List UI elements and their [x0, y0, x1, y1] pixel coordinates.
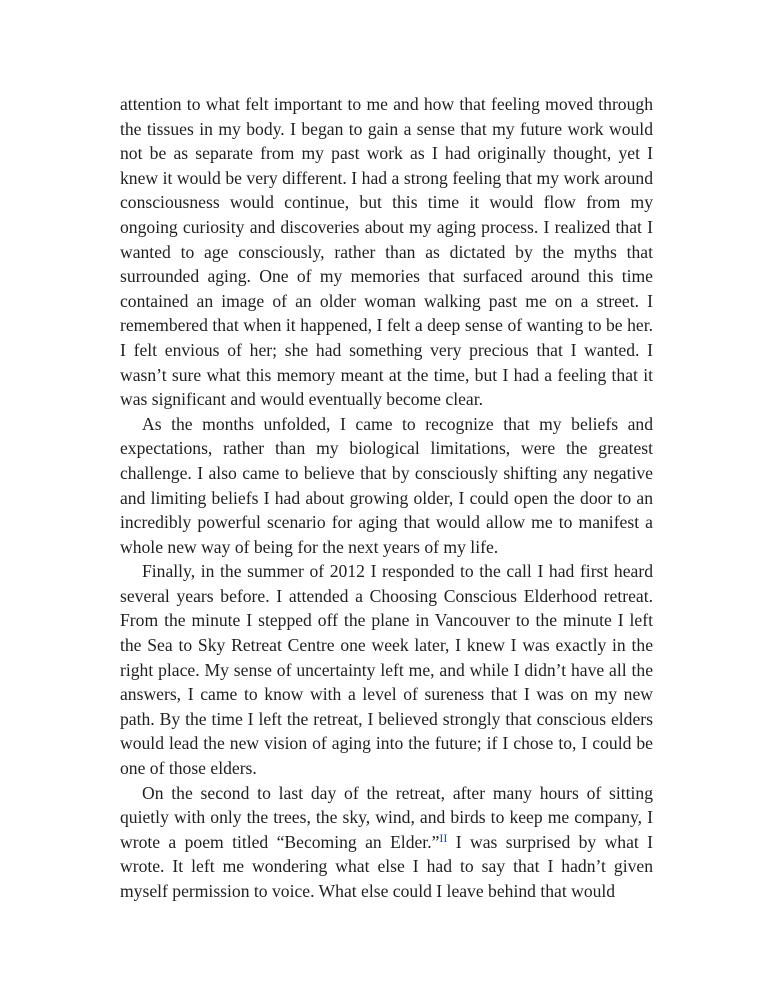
paragraph-2: As the months unfolded, I came to recognize that my beliefs and expectations, rather than my biological limitations, were the greatest challenge. I also came to believe that by consciously shifting any negative and limiting beliefs I had about growing older, I could open the door to an incredibly powerful scenario for aging that would allow me to manifest a whole new way of being for the next years of my life. — [120, 413, 653, 557]
book-page-text — [120, 92, 653, 904]
paragraph-3: Finally, in the summer of 2012 I responded to the call I had first heard several years before. I attended a Choosing Conscious Elderhood retreat. From the minute I stepped off the plane in Vancouver to the minute I left the Sea to Sky Retreat Centre one week later, I knew I was exactly in the right place. My sense of uncertainty left me, and while I didn’t have all the answers, I came to know with a level of sureness that I was on my new path. By the time I left the retreat, I believed strongly that conscious elders would lead the new vision of aging into the future; if I chose to, I could be one of those elders. — [120, 561, 653, 779]
paragraph-1: attention to what felt important to me and how that feeling moved through the tissues in my body. I began to gain a sense that my future work would not be as separate from my past work as I had originally thought, yet I knew it would be very different. I had a strong feeling that my work around consciousness would continue, but this time it would flow from my ongoing curiosity and discoveries about my aging process. I realized that I wanted to age consciously, rather than as dictated by the myths that surrounded aging. One of my memories that surfaced around this time contained an image of an older woman walking past me on a street. I remembered that when it happened, I felt a deep sense of wanting to be her. I felt envious of her; she had something very precious that I wanted. I wasn’t sure what this memory meant at the time, but I had a feeling that it was significant and would eventually become clear. — [120, 94, 653, 410]
paragraph-4 — [120, 781, 653, 904]
footnote-reference-link[interactable]: II — [439, 830, 448, 845]
paragraph-4-text-before: On the second to last day of the retreat, after many hours of sitting quietly with only the trees, the sky, wind, and birds to keep me company, I wrote a poem titled “Becoming an Elder.” — [120, 782, 653, 852]
paragraph-4-text-after: I was surprised by what I wrote. It left me wondering what else I had to say that I hadn’t given myself permission to voice. What else could I leave behind that would — [120, 831, 653, 901]
